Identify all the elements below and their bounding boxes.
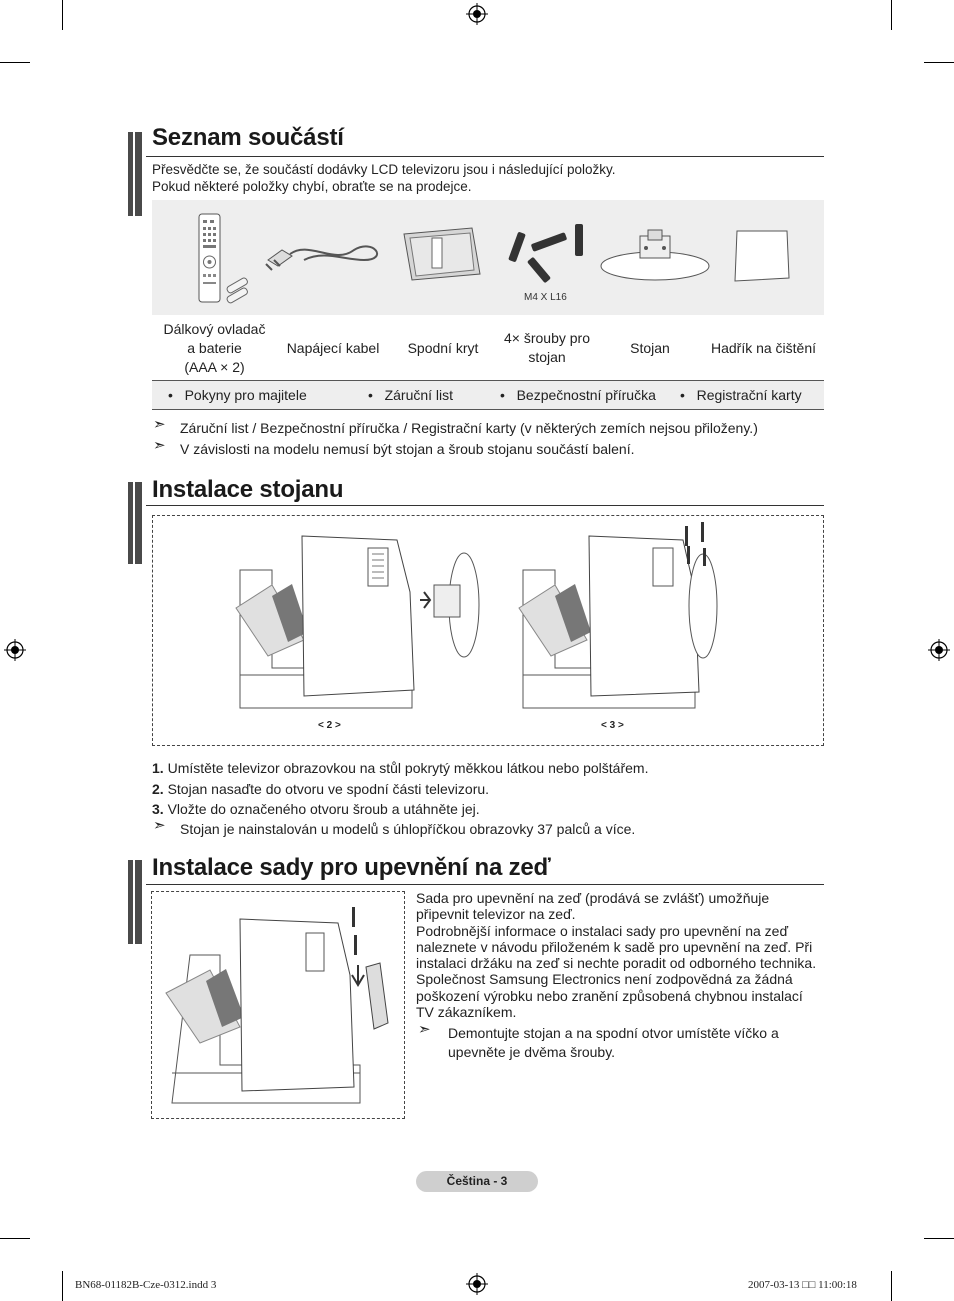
item-label-cloth: Hadřík na čištění [710,340,817,356]
arrow-note-icon: ➣ [418,1021,431,1038]
parts-intro-line1: Přesvědčte se, že součástí dodávky LCD televizoru jsou i následující položky. [152,162,616,177]
section-rule [146,884,824,885]
stand-icon [598,228,713,284]
file-info: BN68-01182B-Cze-0312.indd 3 [75,1279,217,1291]
wall-note-line2: upevněte je dvěma šrouby. [448,1044,616,1060]
remote-control-icon [196,212,252,304]
figure-label-2: < 2 > [318,720,341,731]
parts-note-1: Záruční list / Bezpečnostní příručka / Registrační karty (v některých zemích nejsou přiloženy.) [180,420,758,436]
power-cable-icon [264,230,389,280]
screws-icon [507,222,592,284]
crop-mark [62,1271,63,1301]
arrow-note-icon: ➣ [153,416,166,433]
page-number-badge: Čeština - 3 [416,1171,538,1192]
item-label-remote: Dálkový ovladač a baterie (AAA × 2) [163,321,266,375]
item-label-cover: Spodní kryt [407,340,479,356]
stand-step-2: 2. Stojan nasaďte do otvoru ve spodní části televizoru. [152,781,490,797]
parts-intro-line2: Pokud některé položky chybí, obraťte se na prodejce. [152,179,472,194]
registration-mark-icon [466,3,488,25]
document-item: • Registrační karty [680,387,802,403]
registration-mark-icon [928,639,950,661]
registration-mark-icon [4,639,26,661]
wall-note-line1: Demontujte stojan a na spodní otvor umístěte víčko a [448,1025,779,1041]
section-title-stand: Instalace stojanu [152,476,344,503]
section-bar [128,132,142,216]
stand-note: Stojan je nainstalován u modelů s úhlopříčkou obrazovky 37 palců a více. [180,821,636,837]
section-bar [128,860,142,944]
figure-label-3: < 3 > [601,720,624,731]
crop-mark [924,1238,954,1239]
stand-step-1: 1. Umístěte televizor obrazovkou na stůl pokrytý měkkou látkou nebo polštářem. [152,760,649,776]
item-label-cable: Napájecí kabel [286,340,380,356]
section-title-parts: Seznam součástí [152,124,344,151]
crop-mark [0,62,30,63]
screw-spec-label: M4 X L16 [524,292,567,303]
parts-note-2: V závislosti na modelu nemusí být stojan a šroub stojanu součástí balení. [180,441,635,457]
stand-step-3: 3. Vložte do označeného otvoru šroub a utáhněte jej. [152,801,480,817]
section-rule [146,156,824,157]
crop-mark [62,0,63,30]
cleaning-cloth-icon [732,228,792,284]
document-item: • Pokyny pro majitele [168,387,307,403]
registration-mark-icon [466,1273,488,1295]
stand-figure-2 [232,530,492,710]
document-item: • Záruční list [368,387,454,403]
print-timestamp: 2007-03-13 □□ 11:00:18 [748,1279,857,1291]
bottom-cover-icon [402,224,482,284]
item-label-screws: 4× šrouby pro stojan [504,330,590,365]
documents-row [152,380,824,410]
crop-mark [891,1271,892,1301]
crop-mark [0,1238,30,1239]
parts-image-band [152,200,824,315]
crop-mark [924,62,954,63]
section-rule [146,505,824,506]
section-title-wall: Instalace sady pro upevnění na zeď [152,854,551,881]
arrow-note-icon: ➣ [153,437,166,454]
crop-mark [891,0,892,30]
wall-mount-figure [160,905,400,1105]
item-label-stand: Stojan [630,340,670,356]
section-bar [128,482,142,564]
stand-figure-3 [515,520,775,710]
document-item: • Bezpečnostní příručka [500,387,656,403]
arrow-note-icon: ➣ [153,817,166,834]
wall-paragraph: Sada pro upevnění na zeď (prodává se zvlášť) umožňuje připevnit televizor na zeď. Podrobnější informace o instalaci sady pro upevnění na zeď naleznete v návodu přiloženém k sadě pro upevnění na zeď. Při instalaci držáku na zeď si nechte poradit od odborného technika. Společnost Samsung Electronics není zodpovědná za žádná poškození výrobku nebo zranění způsobená chybnou instalací TV zákazníkem. [416,890,817,1021]
